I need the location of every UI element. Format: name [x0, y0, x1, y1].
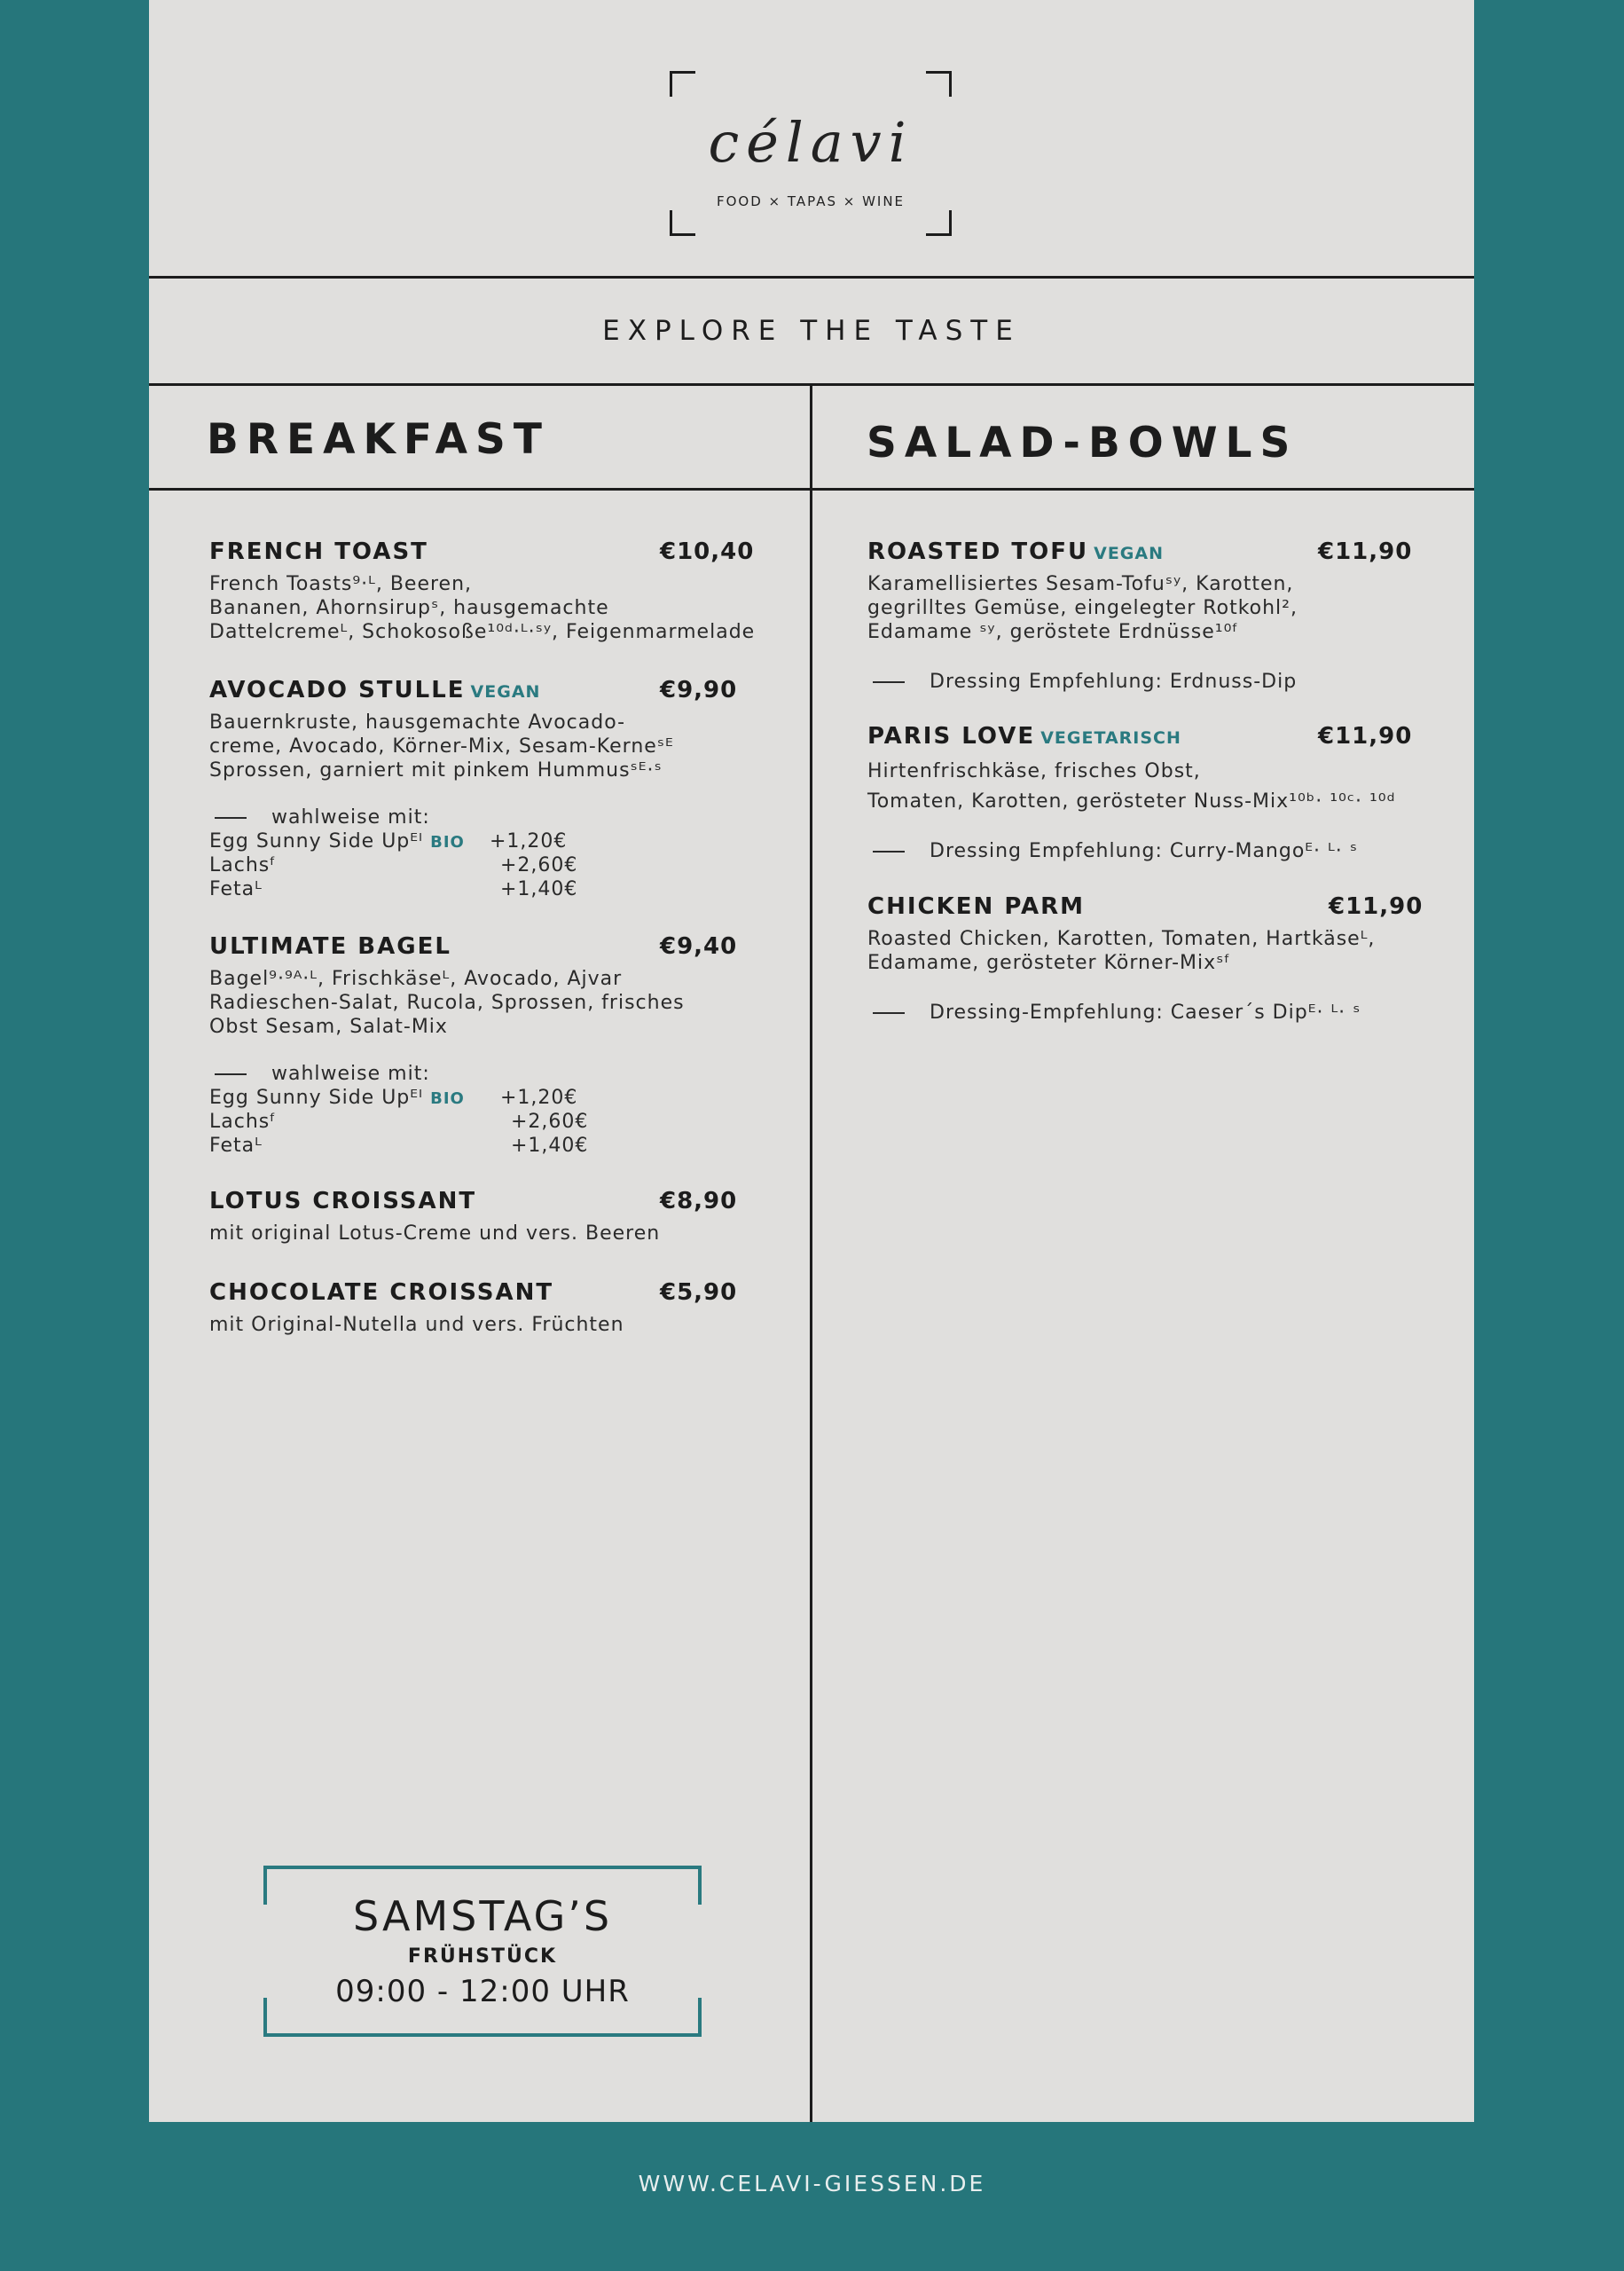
options-list — [209, 805, 777, 901]
menu-sheet — [149, 0, 1474, 2122]
menu-item-chocolate-croissant — [209, 1279, 777, 1337]
options-label: wahlweise mit: — [271, 1063, 430, 1085]
website-link[interactable]: WWW.CELAVI-GIESSEN.DE — [638, 2171, 986, 2196]
item-price: €9,40 — [660, 933, 738, 960]
option-row: Egg Sunny Side Upᴱᴵ BIO +1,20€ — [209, 830, 568, 853]
item-name: ULTIMATE BAGEL — [209, 933, 451, 960]
bio-tag: BIO — [430, 833, 465, 852]
option-row: Fetaᴸ +1,40€ — [209, 878, 578, 900]
dressing-recommendation: Dressing Empfehlung: Erdnuss-Dip — [867, 671, 1435, 693]
menu-item-lotus-croissant — [209, 1188, 777, 1246]
options-label: wahlweise mit: — [271, 806, 430, 829]
option-price: +1,20€ — [490, 830, 568, 853]
item-description: French Toasts⁹·ᴸ, Beeren, Bananen, Ahornsirupˢ, hausgemachte Dattelcremeᴸ, Schokosoße¹⁰ᵈ·ᴸ·ˢʸ, Feigenmarmelade — [209, 573, 756, 643]
item-description: mit original Lotus-Creme und vers. Beeren — [209, 1222, 661, 1245]
menu-item-avocado-stulle — [209, 677, 777, 901]
item-description: mit Original-Nutella und vers. Früchten — [209, 1314, 624, 1336]
option-row: Egg Sunny Side Upᴱᴵ BIO +1,20€ — [209, 1087, 578, 1109]
options-list — [209, 1062, 777, 1158]
breakfast-title: BREAKFAST — [207, 415, 550, 464]
option-price: +1,20€ — [500, 1087, 578, 1109]
column-divider — [810, 384, 812, 2122]
logo-name: célavi — [652, 110, 969, 175]
item-description: Bagel⁹·⁹ᴬ·ᴸ, Frischkäseᴸ, Avocado, Ajvar Radieschen-Salat, Rucola, Sprossen, frisches Obst Sesam, Salat-Mix — [209, 968, 685, 1038]
option-price: +2,60€ — [511, 1111, 589, 1133]
vegetarian-tag: VEGETARISCH — [1040, 728, 1181, 748]
item-price: €5,90 — [660, 1279, 738, 1306]
option-price: +2,60€ — [500, 854, 578, 876]
option-row: Lachsᶠ +2,60€ — [209, 854, 578, 876]
logo — [670, 71, 952, 236]
item-price: €9,90 — [660, 677, 738, 703]
item-price: €10,40 — [660, 538, 755, 565]
item-name: FRENCH TOAST — [209, 538, 428, 565]
saturday-breakfast-box — [263, 1866, 702, 2037]
logo-subtitle: FOOD × TAPAS × WINE — [716, 193, 906, 209]
item-name: LOTUS CROISSANT — [209, 1188, 477, 1214]
vegan-tag: VEGAN — [1094, 544, 1165, 563]
item-description: Roasted Chicken, Karotten, Tomaten, Hartkäseᴸ, Edamame, gerösteter Körner-Mixˢᶠ — [867, 928, 1376, 974]
dressing-recommendation: Dressing-Empfehlung: Caeser´s Dipᴱ· ᴸ· ˢ — [867, 1002, 1453, 1024]
dressing-recommendation: Dressing Empfehlung: Curry-Mangoᴱ· ᴸ· ˢ — [867, 840, 1435, 862]
item-name: PARIS LOVE — [867, 723, 1036, 750]
menu-item-ultimate-bagel — [209, 933, 777, 1158]
item-name: CHICKEN PARM — [867, 893, 1085, 920]
item-price: €11,90 — [1318, 538, 1413, 565]
tagline: EXPLORE THE TASTE — [602, 315, 1021, 347]
salad-bowls-title: SALAD-BOWLS — [867, 419, 1298, 468]
item-description: Hirtenfrischkäse, frisches Obst, Tomaten, Karotten, gerösteter Nuss-Mix¹⁰ᵇ· ¹⁰ᶜ· ¹⁰ᵈ — [867, 760, 1396, 813]
item-price: €11,90 — [1329, 893, 1424, 920]
option-price: +1,40€ — [511, 1135, 589, 1157]
bio-tag: BIO — [430, 1089, 465, 1108]
menu-item-paris-love — [867, 723, 1435, 862]
menu-item-french-toast — [209, 538, 777, 644]
option-row: Fetaᴸ +1,40€ — [209, 1135, 589, 1157]
item-description: Karamellisiertes Sesam-Tofuˢʸ, Karotten, gegrilltes Gemüse, eingelegter Rotkohl², Edamame ˢʸ, geröstete Erdnüsse¹⁰ᶠ — [867, 573, 1298, 643]
item-price: €8,90 — [660, 1188, 738, 1214]
menu-item-roasted-tofu — [867, 538, 1435, 693]
item-name: ROASTED TOFU — [867, 538, 1089, 565]
option-price: +1,40€ — [500, 878, 578, 900]
item-description: Bauernkruste, hausgemachte Avocado- creme, Avocado, Körner-Mix, Sesam-Kerneˢᴱ Sprossen, garniert mit pinkem Hummusˢᴱ·ˢ — [209, 711, 674, 782]
item-name: AVOCADO STULLE — [209, 677, 466, 703]
option-row: Lachsᶠ +2,60€ — [209, 1111, 589, 1133]
divider — [149, 276, 1474, 279]
item-price: €11,90 — [1318, 723, 1413, 750]
saturday-hours: 09:00 - 12:00 UHR — [335, 1974, 630, 2009]
saturday-title: SAMSTAG’S — [352, 1892, 613, 1940]
item-name: CHOCOLATE CROISSANT — [209, 1279, 554, 1306]
saturday-subtitle: FRÜHSTÜCK — [407, 1945, 558, 1968]
vegan-tag: VEGAN — [470, 682, 541, 702]
menu-item-chicken-parm — [867, 893, 1453, 1024]
